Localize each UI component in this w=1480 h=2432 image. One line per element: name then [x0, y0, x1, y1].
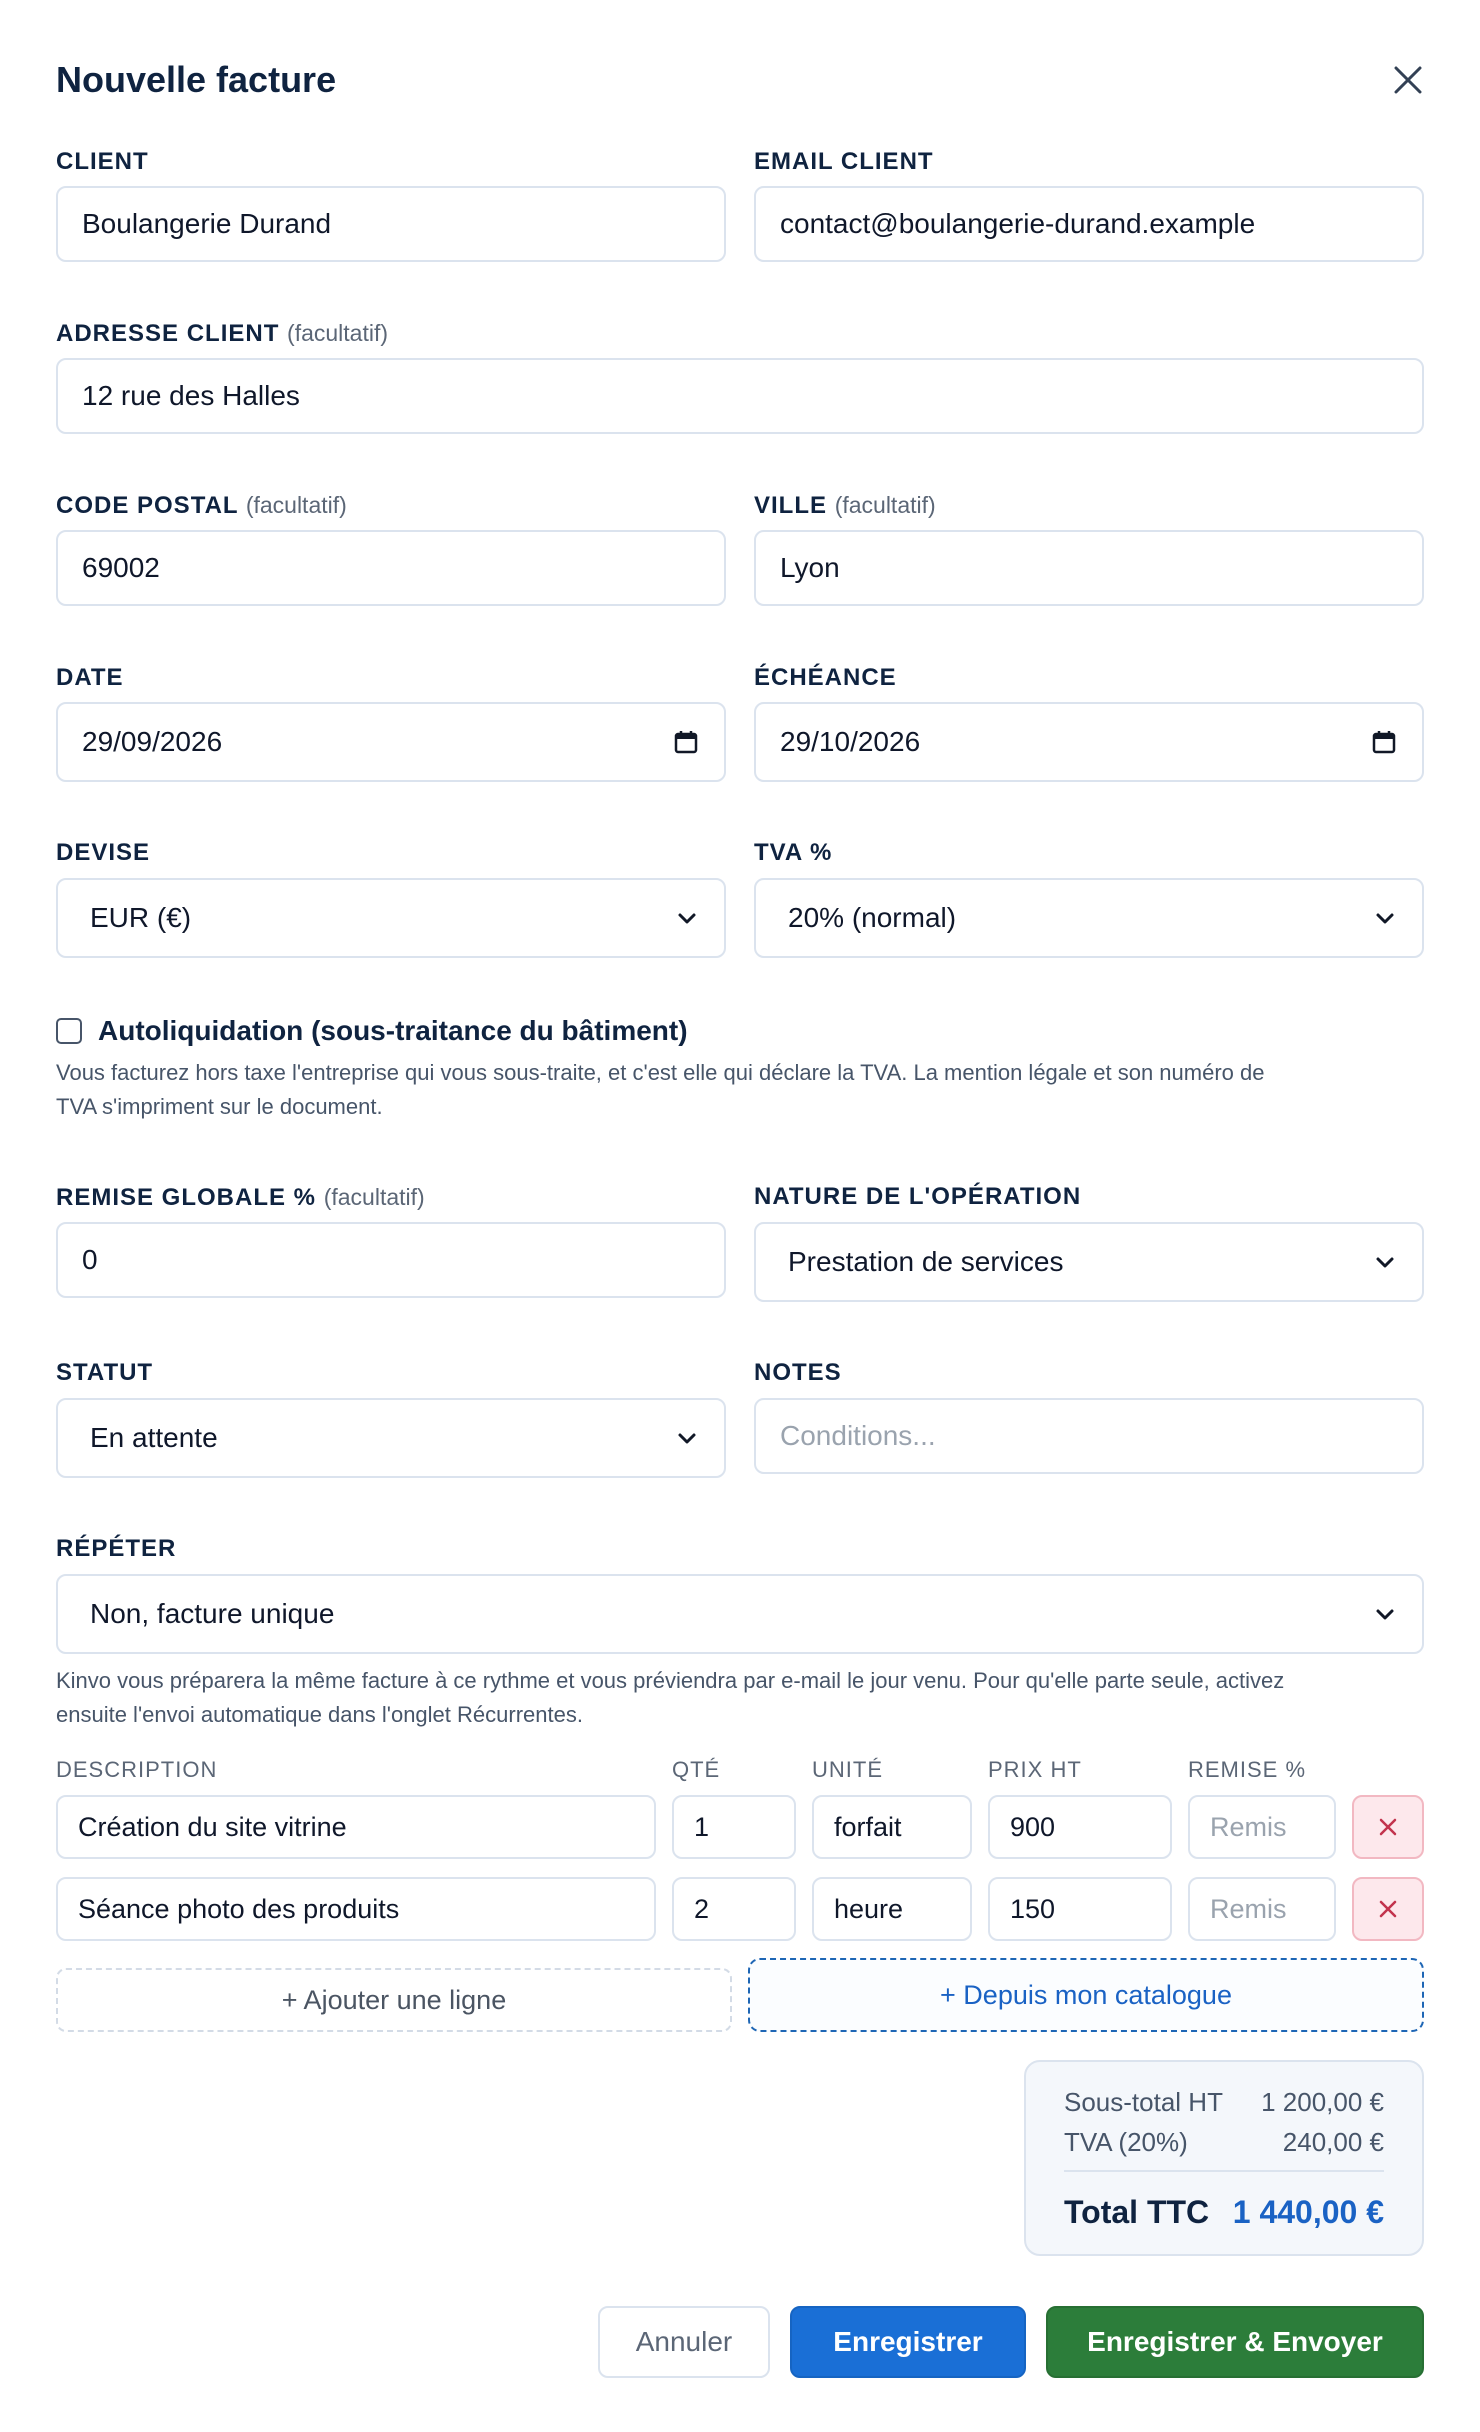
chevron-down-icon [674, 1425, 700, 1451]
city-input[interactable]: Lyon [754, 530, 1424, 606]
nature-label: NATURE DE L'OPÉRATION [754, 1183, 1082, 1210]
status-value: En attente [90, 1422, 218, 1453]
email-input[interactable]: contact@boulangerie-durand.example [754, 186, 1424, 262]
col-header-description: DESCRIPTION [56, 1757, 218, 1782]
col-header-unit: UNITÉ [812, 1757, 883, 1782]
nature-value: Prestation de services [788, 1246, 1064, 1277]
line-discount-input[interactable]: Remis [1188, 1877, 1336, 1941]
reverse-charge-label: Autoliquidation (sous-traitance du bâtiment) [98, 1015, 688, 1046]
vat-row [1064, 2126, 1384, 2158]
reverse-charge-checkbox[interactable] [56, 1018, 82, 1044]
close-icon [1378, 1899, 1398, 1919]
line-description-input[interactable]: Séance photo des produits [56, 1877, 656, 1941]
optional-hint: (facultatif) [323, 1184, 425, 1210]
grand-total-row [1064, 2190, 1384, 2234]
discount-label: REMISE GLOBALE % (facultatif) [56, 1184, 425, 1211]
date-value: 29/09/2026 [82, 726, 223, 757]
line-price-input[interactable]: 900 [988, 1795, 1172, 1859]
close-button[interactable] [1384, 56, 1432, 104]
modal-title: Nouvelle facture [56, 59, 337, 100]
col-header-price: PRIX HT [988, 1757, 1082, 1782]
help-line: Vous facturez hors taxe l'entreprise qui vous sous-traite, et c'est elle qui déclare la TVA. La mention légale et son numéro de [56, 1060, 1265, 1085]
add-line-button[interactable]: + Ajouter une ligne [56, 1968, 732, 2032]
line-unit-input[interactable]: forfait [812, 1795, 972, 1859]
line-qty-input[interactable]: 1 [672, 1795, 796, 1859]
delete-line-button[interactable] [1352, 1877, 1424, 1941]
due-date-label: ÉCHÉANCE [754, 664, 897, 691]
chevron-down-icon [1372, 1601, 1398, 1627]
col-header-qty: QTÉ [672, 1757, 721, 1782]
postal-label: CODE POSTAL (facultatif) [56, 492, 347, 519]
vat-value: 20% (normal) [788, 902, 957, 933]
currency-select[interactable] [56, 878, 726, 958]
from-catalog-button[interactable]: + Depuis mon catalogue [748, 1958, 1424, 2032]
repeat-value: Non, facture unique [90, 1598, 335, 1629]
help-line: TVA s'impriment sur le document. [56, 1094, 383, 1119]
line-qty-input[interactable]: 2 [672, 1877, 796, 1941]
global-discount-input[interactable]: 0 [56, 1222, 726, 1298]
optional-hint: (facultatif) [834, 492, 936, 518]
close-icon [1392, 64, 1424, 96]
vat-label: TVA % [754, 839, 833, 866]
chevron-down-icon [1372, 1249, 1398, 1275]
line-unit-input[interactable]: heure [812, 1877, 972, 1941]
totals-panel [1024, 2060, 1424, 2256]
repeat-label: RÉPÉTER [56, 1535, 177, 1562]
line-description-input[interactable]: Création du site vitrine [56, 1795, 656, 1859]
optional-hint: (facultatif) [287, 320, 389, 346]
grand-total-value: 1 440,00 € [1232, 2194, 1384, 2230]
vat-total-value: 240,00 € [1282, 2127, 1384, 2157]
address-label: ADRESSE CLIENT (facultatif) [56, 320, 389, 347]
help-line: ensuite l'envoi automatique dans l'onglet Récurrentes. [56, 1702, 583, 1727]
client-input[interactable]: Boulangerie Durand [56, 186, 726, 262]
totals-divider [1064, 2170, 1384, 2172]
status-label: STATUT [56, 1359, 154, 1386]
client-label: CLIENT [56, 148, 149, 175]
close-icon [1378, 1817, 1398, 1837]
calendar-icon[interactable] [1370, 728, 1398, 756]
subtotal-value: 1 200,00 € [1261, 2087, 1384, 2117]
due-date-value: 29/10/2026 [780, 726, 921, 757]
help-line: Kinvo vous préparera la même facture à ce rythme et vous préviendra par e-mail le jour venu. Pour qu'elle parte seule, activez [56, 1668, 1285, 1693]
cancel-button[interactable]: Annuler [598, 2306, 770, 2378]
line-discount-input[interactable]: Remis [1188, 1795, 1336, 1859]
save-button[interactable]: Enregistrer [790, 2306, 1026, 2378]
line-price-input[interactable]: 150 [988, 1877, 1172, 1941]
save-and-send-button[interactable]: Enregistrer & Envoyer [1046, 2306, 1424, 2378]
col-header-discount: REMISE % [1188, 1757, 1307, 1782]
repeat-select[interactable] [56, 1574, 1424, 1654]
delete-line-button[interactable] [1352, 1795, 1424, 1859]
subtotal-row [1064, 2086, 1384, 2118]
subtotal-label: Sous-total HT [1064, 2087, 1223, 2117]
status-select[interactable] [56, 1398, 726, 1478]
repeat-help [56, 1664, 1436, 1732]
calendar-icon[interactable] [672, 728, 700, 756]
vat-select[interactable] [754, 878, 1424, 958]
date-input[interactable] [56, 702, 726, 782]
optional-hint: (facultatif) [245, 492, 347, 518]
currency-label: DEVISE [56, 839, 151, 866]
notes-input[interactable]: Conditions... [754, 1398, 1424, 1474]
date-label: DATE [56, 664, 124, 691]
notes-label: NOTES [754, 1359, 842, 1386]
due-date-input[interactable] [754, 702, 1424, 782]
grand-total-label: Total TTC [1064, 2194, 1210, 2230]
postal-code-input[interactable]: 69002 [56, 530, 726, 606]
chevron-down-icon [674, 905, 700, 931]
nature-select[interactable] [754, 1222, 1424, 1302]
vat-total-label: TVA (20%) [1064, 2127, 1188, 2157]
email-label: EMAIL CLIENT [754, 148, 934, 175]
chevron-down-icon [1372, 905, 1398, 931]
address-input[interactable]: 12 rue des Halles [56, 358, 1424, 434]
currency-value: EUR (€) [90, 902, 192, 933]
city-label: VILLE (facultatif) [754, 492, 936, 519]
reverse-charge-help [56, 1056, 1436, 1124]
